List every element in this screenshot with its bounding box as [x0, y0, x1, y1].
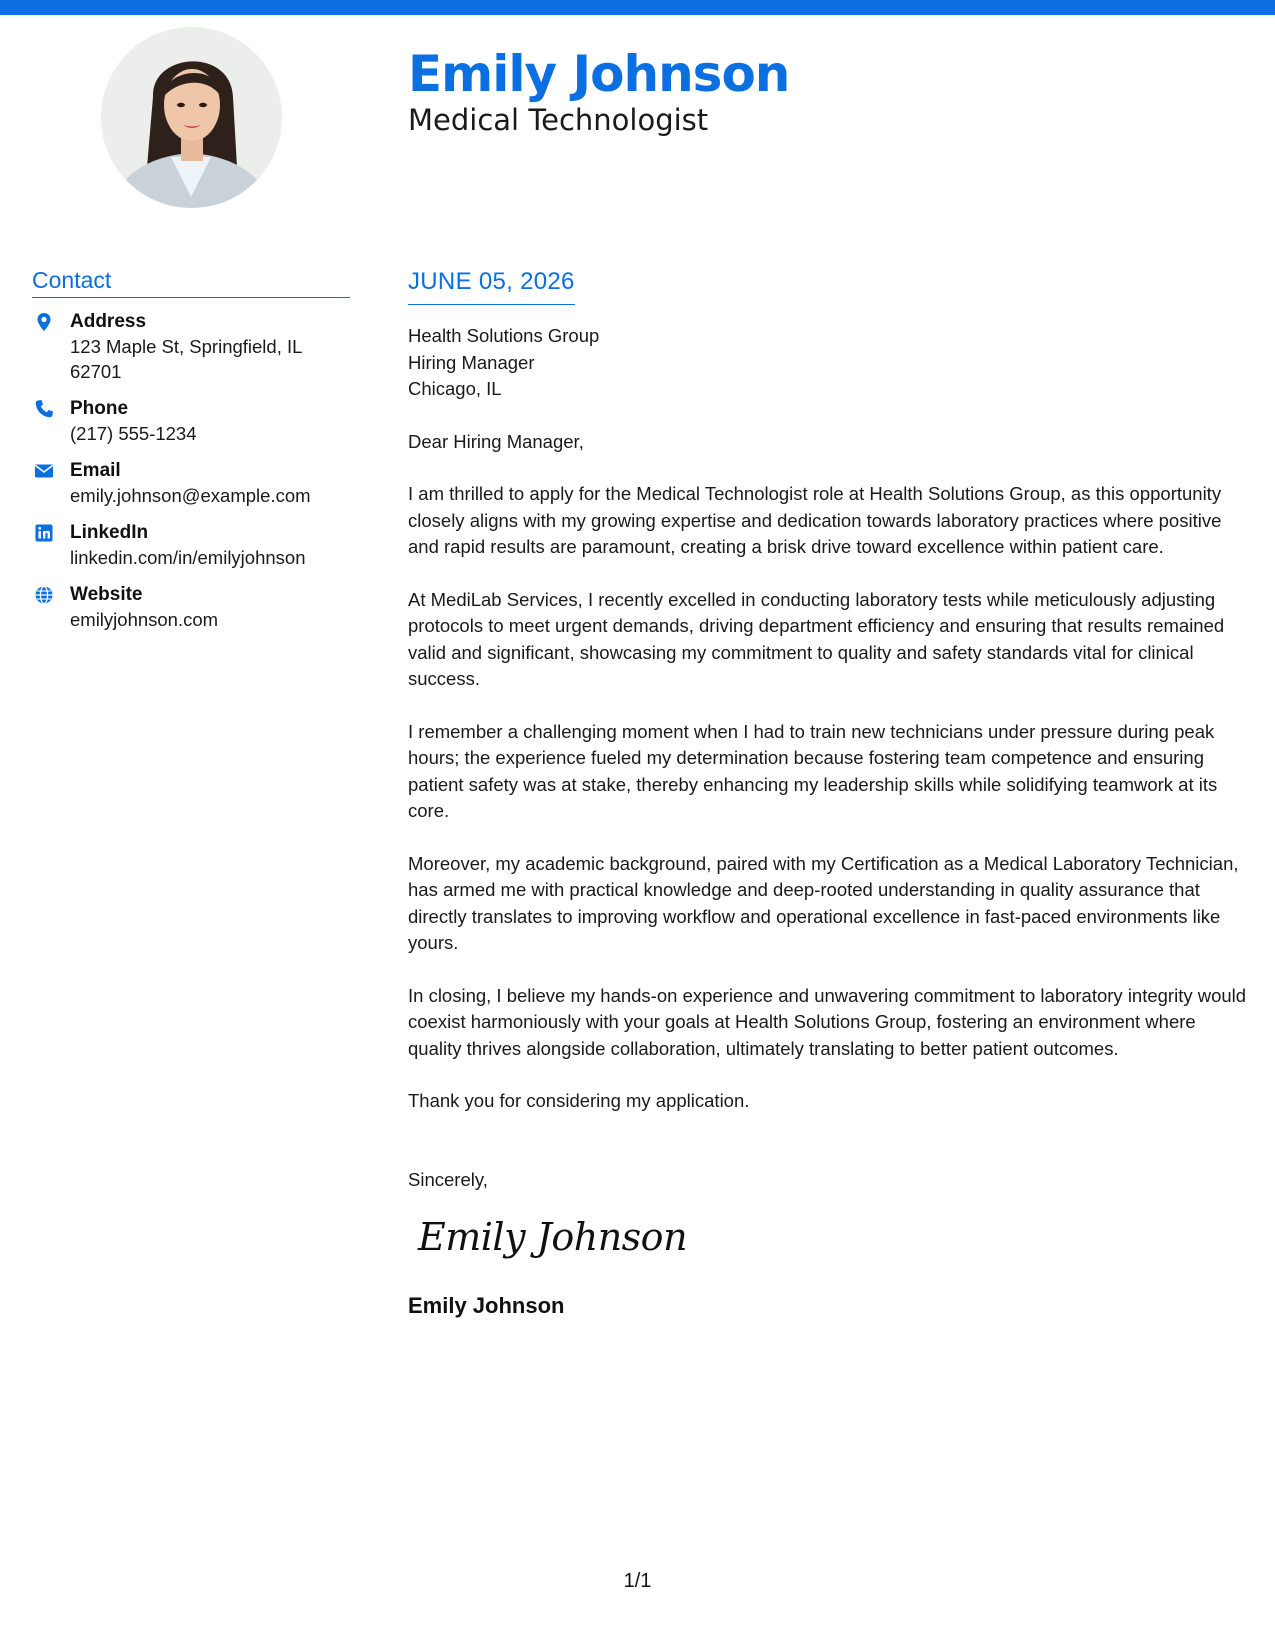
map-pin-icon	[34, 312, 54, 332]
globe-icon	[34, 585, 54, 605]
contact-label: LinkedIn	[70, 522, 149, 543]
page-number: 1/1	[623, 1570, 652, 1592]
recipient-title: Hiring Manager	[408, 351, 535, 373]
contact-item-linkedin	[32, 520, 352, 570]
linkedin-value: linkedin.com/in/emilyjohnson	[70, 547, 306, 568]
paragraph: Thank you for considering my application.	[408, 1090, 750, 1111]
envelope-icon	[34, 461, 54, 481]
paragraph: I am thrilled to apply for the Medical Technologist role at Health Solutions Group, as this opportunity closely aligns with my growing expertise and dedication towards laboratory practices where positive and rapid results are paramount, creating a brisk drive toward excellence within patient care.	[408, 483, 1222, 557]
phone-icon	[34, 399, 54, 419]
paragraph: I remember a challenging moment when I had to train new technicians under pressure during peak hours; the experience fueled my determination because fostering team competence and ensuring patient safety was at stake, thereby enhancing my leadership skills while solidifying teamwork at its core.	[408, 720, 1218, 821]
contact-item-email	[32, 458, 352, 508]
contact-label: Website	[70, 584, 143, 605]
contact-divider	[32, 297, 350, 298]
contact-label: Phone	[70, 398, 129, 419]
contact-label: Address	[70, 311, 147, 332]
handwritten-signature	[418, 1215, 718, 1275]
closing: Sincerely,	[408, 1168, 488, 1190]
contact-item-address	[32, 309, 352, 384]
letter-body	[408, 266, 1248, 1321]
paragraph: In closing, I believe my hands-on experience and unwavering commitment to laboratory integrity would coexist harmoniously with your goals at Health Solutions Group, fostering an environment where quality thrives alongside collaboration, ultimately translating to better patient outcomes.	[408, 984, 1247, 1059]
contact-heading: Contact	[32, 267, 112, 293]
contact-list	[32, 309, 352, 644]
profile-photo	[101, 27, 282, 208]
website-value: emilyjohnson.com	[70, 609, 219, 630]
letter-date: JUNE 05, 2026	[408, 266, 575, 305]
paragraph: At MediLab Services, I recently excelled in conducting laboratory tests while meticulously adjusting protocols to meet urgent demands, driving department efficiency and ensuring that results remained valid and significant, showcasing my commitment to quality and safety standards vital for clinical success.	[408, 588, 1225, 689]
recipient-block	[408, 323, 1248, 403]
paragraph: Moreover, my academic background, paired with my Certification as a Medical Laboratory Technician, has armed me with practical knowledge and deep-rooted understanding in quality assurance that directly translates to improving workflow and operational excellence in fast-paced environments like yours.	[408, 852, 1239, 953]
recipient-location: Chicago, IL	[408, 378, 502, 399]
recipient-company: Health Solutions Group	[408, 325, 600, 346]
contact-item-website	[32, 582, 352, 632]
signature-text: Emily Johnson	[418, 1215, 688, 1259]
address-value: 123 Maple St, Springfield, IL 62701	[70, 336, 302, 382]
linkedin-icon	[34, 523, 54, 543]
contact-label: Email	[70, 460, 121, 481]
salutation: Dear Hiring Manager,	[408, 430, 584, 452]
top-accent-bar	[0, 0, 1275, 15]
contact-item-phone	[32, 396, 352, 446]
job-title: Medical Technologist	[408, 103, 709, 137]
email-value: emily.johnson@example.com	[70, 485, 311, 506]
phone-value: (217) 555-1234	[70, 423, 197, 444]
applicant-name: Emily Johnson	[408, 45, 790, 103]
signed-name: Emily Johnson	[408, 1293, 565, 1318]
